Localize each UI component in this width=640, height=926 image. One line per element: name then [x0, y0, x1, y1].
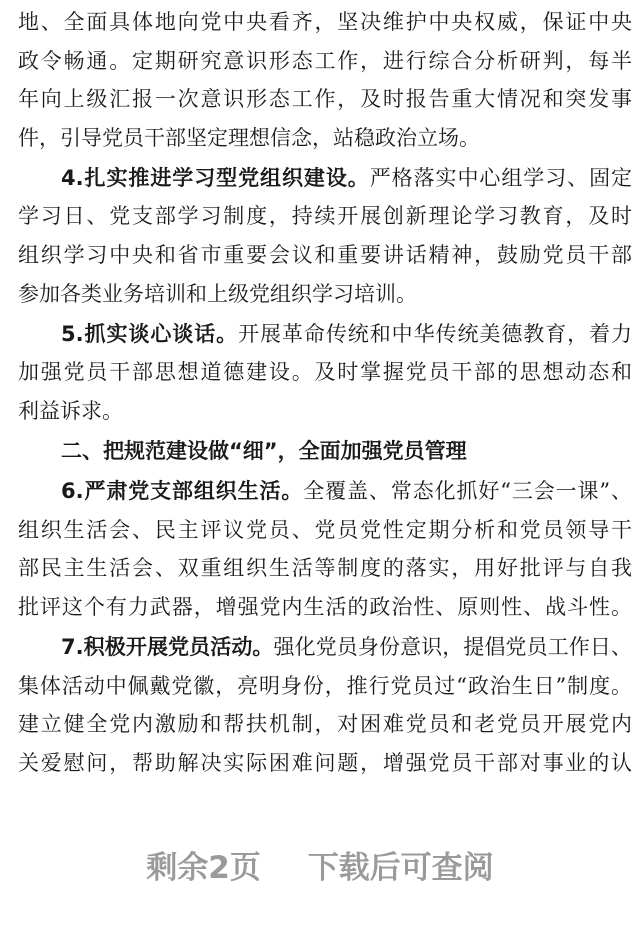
text-line — [18, 628, 632, 667]
paragraph-4 — [18, 159, 632, 313]
section-heading: 二、把规范建设做“细”，全面加强党员管理 — [61, 439, 467, 464]
text-line — [18, 159, 632, 198]
text-line: 年向上级汇报一次意识形态工作，及时报告重大情况和突发事 — [18, 87, 632, 112]
text-line: 加强党员干部思想道德建设。及时掌握党员干部的思想动态和 — [18, 360, 632, 385]
text-line: 集体活动中佩戴党徽，亮明身份，推行党员过“政治生日”制度。 — [18, 673, 632, 698]
paragraph-7 — [18, 628, 632, 782]
text-line: 批评这个有力武器，增强党内生活的政治性、原则性、战斗性。 — [18, 594, 632, 619]
paragraph-lead: 4.扎实推进学习型党组织建设。 — [61, 165, 370, 190]
text-line — [18, 472, 632, 511]
paragraph-lead: 5.抓实谈心谈话。 — [61, 321, 239, 346]
text-line: 建立健全党内激励和帮扶机制，对困难党员和老党员开展党内 — [18, 712, 632, 737]
download-to-view-label[interactable]: 下载后可查阅 — [307, 850, 494, 886]
text-segment: 严格落实中心组学习、固定 — [369, 165, 633, 190]
text-line: 部民主生活会、双重组织生活等制度的落实，用好批评与自我 — [18, 556, 632, 581]
paragraph-lead: 6.严肃党支部组织生活。 — [61, 479, 304, 504]
text-line: 件，引导党员干部坚定理想信念，站稳政治立场。 — [18, 125, 480, 150]
text-segment: 强化党员身份意识，提倡党员工作日、 — [273, 635, 632, 659]
text-segment: 全覆盖、常态化抓好“三会一课”、 — [303, 479, 632, 504]
text-segment: 开展革命传统和中华传统美德教育，着力 — [238, 321, 633, 346]
text-line: 利益诉求。 — [18, 398, 123, 423]
text-line: 政令畅通。定期研究意识形态工作，进行综合分析研判，每半 — [18, 48, 632, 73]
paragraph-5 — [18, 315, 632, 431]
text-line: 学习日、党支部学习制度，持续开展创新理论学习教育，及时 — [18, 204, 632, 229]
text-line: 组织学习中央和省市重要会议和重要讲话精神，鼓励党员干部 — [18, 243, 632, 268]
paragraph-3-continued — [18, 3, 632, 157]
paragraph-lead: 7.积极开展党员活动。 — [61, 635, 274, 659]
section-heading-block — [18, 432, 632, 471]
text-line: 地、全面具体地向党中央看齐，坚决维护中央权威，保证中央 — [18, 10, 632, 34]
document-body — [18, 3, 632, 784]
text-line: 参加各类业务培训和上级党组织学习培训。 — [18, 281, 417, 306]
text-line: 关爱慰问，帮助解决实际困难问题，增强党员干部对事业的认 — [18, 750, 632, 775]
remaining-pages-label: 剩余2页 — [146, 850, 261, 886]
download-prompt[interactable] — [0, 842, 640, 887]
text-line — [18, 315, 632, 354]
text-line: 组织生活会、民主评议党员、党员党性定期分析和党员领导干 — [18, 517, 632, 542]
paragraph-6 — [18, 472, 632, 626]
